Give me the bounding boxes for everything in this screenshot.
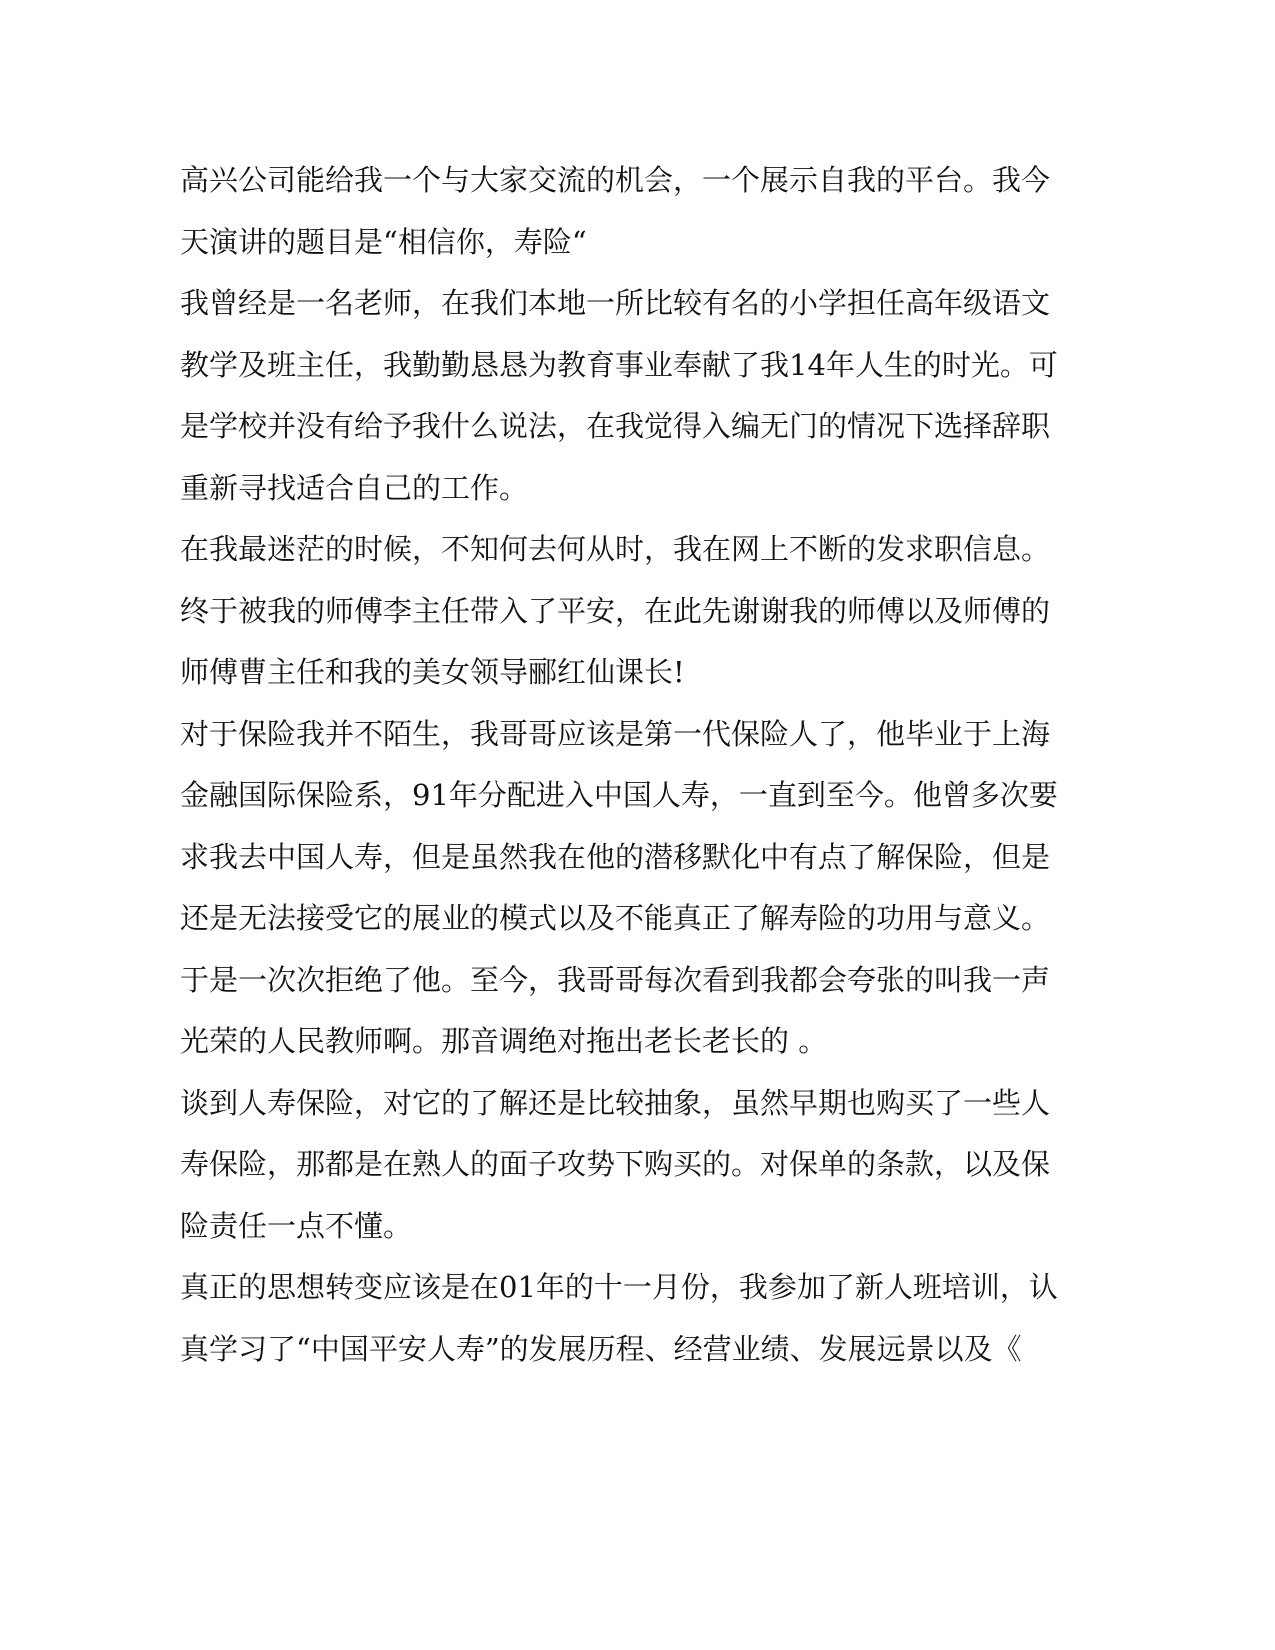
text-line-13: 还是无法接受它的展业的模式以及不能真正了解寿险的功用与意义。	[180, 901, 1051, 935]
text-line-8: 终于被我的师傅李主任带入了平安，在此先谢谢我的师傅以及师傅的	[180, 593, 1051, 628]
text-line-6: 重新寻找适合自己的工作。	[180, 470, 529, 505]
text-line-1: 高兴公司能给我一个与大家交流的机会，一个展示自我的平台。我今	[180, 163, 1051, 197]
text-line-2: 天演讲的题目是“相信你，寿险“	[180, 224, 587, 259]
text-line-10: 对于保险我并不陌生，我哥哥应该是第一代保险人了，他毕业于上海	[180, 716, 1051, 751]
text-line-3: 我曾经是一名老师，在我们本地一所比较有名的小学担任高年级语文	[180, 286, 1051, 320]
text-line-19: 真正的思想转变应该是在01年的十一月份，我参加了新人班培训，认	[180, 1270, 1058, 1304]
text-line-11: 金融国际保险系，91年分配进入中国人寿，一直到至今。他曾多次要	[180, 778, 1058, 812]
text-line-17: 寿保险，那都是在熟人的面子攻势下购买的。对保单的条款，以及保	[180, 1147, 1051, 1181]
text-line-7: 在我最迷茫的时候，不知何去何从时，我在网上不断的发求职信息。	[180, 532, 1051, 566]
text-line-9: 师傅曹主任和我的美女领导郦红仙课长!	[180, 655, 685, 689]
text-line-5: 是学校并没有给予我什么说法，在我觉得入编无门的情况下选择辞职	[180, 409, 1051, 443]
text-line-4: 教学及班主任，我勤勤恳恳为教育事业奉献了我14年人生的时光。可	[180, 347, 1058, 382]
text-line-12: 求我去中国人寿，但是虽然我在他的潜移默化中有点了解保险，但是	[180, 839, 1051, 874]
text-line-14: 于是一次次拒绝了他。至今，我哥哥每次看到我都会夸张的叫我一声	[180, 962, 1051, 997]
text-line-15: 光荣的人民教师啊。那音调绝对拖出老长老长的 。	[180, 1024, 828, 1058]
text-line-18: 险责任一点不懂。	[180, 1208, 413, 1243]
document-page	[180, 150, 1058, 1380]
text-line-16: 谈到人寿保险，对它的了解还是比较抽象，虽然早期也购买了一些人	[180, 1085, 1051, 1120]
text-line-20: 真学习了“中国平安人寿”的发展历程、经营业绩、发展远景以及《	[180, 1331, 1022, 1366]
